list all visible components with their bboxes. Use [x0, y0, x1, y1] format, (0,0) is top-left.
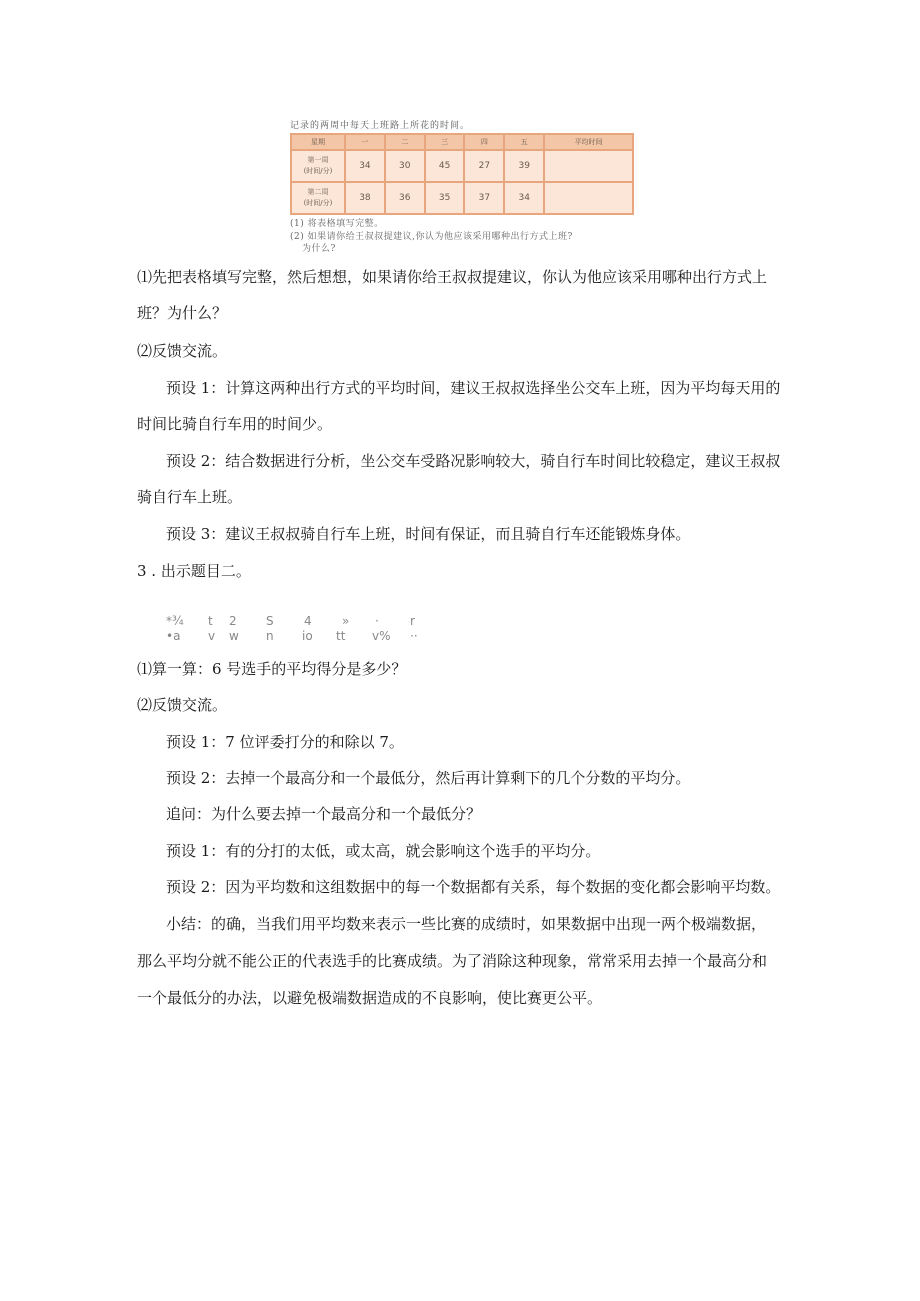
- paragraph-preset1-cont: 时间比骑自行车用的时间少。: [137, 415, 333, 433]
- table-cell: 34: [504, 182, 544, 214]
- garbled-token: •a: [166, 629, 181, 643]
- garbled-token: io: [302, 629, 313, 643]
- paragraph-preset2: 预设 2：结合数据进行分析，坐公交车受路况影响较大，骑自行车时间比较稳定，建议王叔叔: [166, 452, 781, 470]
- commute-time-figure: [284, 118, 638, 253]
- paragraph-preset2-cont: 骑自行车上班。: [137, 488, 243, 506]
- garbled-token: S: [266, 614, 274, 628]
- table-header-row: [291, 134, 633, 150]
- paragraph-summary-cont2: 一个最低分的办法，以避免极端数据造成的不良影响，使比赛更公平。: [137, 989, 603, 1007]
- table-row: [291, 182, 633, 214]
- table-cell: 34: [345, 150, 385, 182]
- paragraph-preset1-c: 预设 1：有的分打的太低，或太高，就会影响这个选手的平均分。: [166, 842, 601, 860]
- header-cell: 四: [464, 134, 504, 150]
- table-cell: 39: [504, 150, 544, 182]
- header-cell: 五: [504, 134, 544, 150]
- row-label: 第一周 (时间/分): [291, 150, 345, 182]
- paragraph-preset2-b: 预设 2：去掉一个最高分和一个最低分，然后再计算剩下的几个分数的平均分。: [166, 769, 691, 787]
- garbled-token: 4: [304, 614, 312, 628]
- garbled-token: r: [410, 614, 415, 628]
- header-cell: 二: [385, 134, 425, 150]
- paragraph-feedback-2: ⑵反馈交流。: [137, 696, 228, 714]
- row-label: 第二周 (时间/分): [291, 182, 345, 214]
- table-cell: [544, 182, 633, 214]
- table-cell: 27: [464, 150, 504, 182]
- paragraph-followup: 追问：为什么要去掉一个最高分和一个最低分？: [166, 805, 482, 823]
- garbled-token: v: [208, 629, 216, 643]
- paragraph-preset2-c: 预设 2：因为平均数和这组数据中的每一个数据都有关系，每个数据的变化都会影响平均数。: [166, 878, 781, 896]
- header-cell: 一: [345, 134, 385, 150]
- table-cell: [544, 150, 633, 182]
- garbled-token: v%: [372, 629, 391, 643]
- paragraph-preset1: 预设 1：计算这两种出行方式的平均时间，建议王叔叔选择坐公交车上班，因为平均每天用的: [166, 379, 781, 397]
- paragraph-summary-cont1: 那么平均分就不能公正的代表选手的比赛成绩。为了消除这种现象，常常采用去掉一个最高分和: [137, 952, 768, 970]
- figure-caption: 记录的两周中每天上班路上所花的时间。: [290, 121, 471, 131]
- header-cell: 星期: [291, 134, 345, 150]
- table-row: [291, 150, 633, 182]
- paragraph-preset1-b: 预设 1：7 位评委打分的和除以 7。: [166, 733, 404, 751]
- garbled-token: ·: [375, 614, 379, 628]
- paragraph-problem2: 3 . 出示题目二。: [137, 562, 251, 580]
- header-cell: 三: [425, 134, 465, 150]
- paragraph-task1: ⑴先把表格填写完整，然后想想，如果请你给王叔叔提建议，你认为他应该采用哪种出行方式上: [137, 268, 768, 286]
- garbled-token: w: [229, 629, 239, 643]
- commute-time-table: [290, 133, 634, 215]
- garbled-token: »: [342, 614, 350, 628]
- figure-question-1: (1) 将表格填写完整。: [290, 219, 384, 229]
- garbled-token: 2: [229, 614, 237, 628]
- table-cell: 36: [385, 182, 425, 214]
- paragraph-task1-cont: 班？为什么？: [137, 304, 228, 322]
- table-cell: 37: [464, 182, 504, 214]
- figure-question-2: (2) 如果请你给王叔叔提建议,你认为他应该采用哪种出行方式上班?: [290, 232, 573, 242]
- garbled-token: ··: [410, 629, 418, 643]
- paragraph-feedback: ⑵反馈交流。: [137, 342, 228, 360]
- garbled-token: t: [208, 614, 213, 628]
- table-cell: 45: [425, 150, 465, 182]
- paragraph-preset3: 预设 3：建议王叔叔骑自行车上班，时间有保证，而且骑自行车还能锻炼身体。: [166, 525, 691, 543]
- table-cell: 38: [345, 182, 385, 214]
- garbled-token: *¾: [166, 614, 184, 628]
- paragraph-summary: 小结：的确，当我们用平均数来表示一些比赛的成绩时，如果数据中出现一两个极端数据，: [166, 915, 767, 933]
- paragraph-calc: ⑴算一算：6 号选手的平均得分是多少？: [137, 660, 407, 678]
- garbled-token: n: [266, 629, 274, 643]
- table-cell: 30: [385, 150, 425, 182]
- garbled-token: tt: [336, 629, 346, 643]
- figure-question-2-cont: 为什么?: [302, 244, 336, 254]
- header-cell: 平均时间: [544, 134, 633, 150]
- table-cell: 35: [425, 182, 465, 214]
